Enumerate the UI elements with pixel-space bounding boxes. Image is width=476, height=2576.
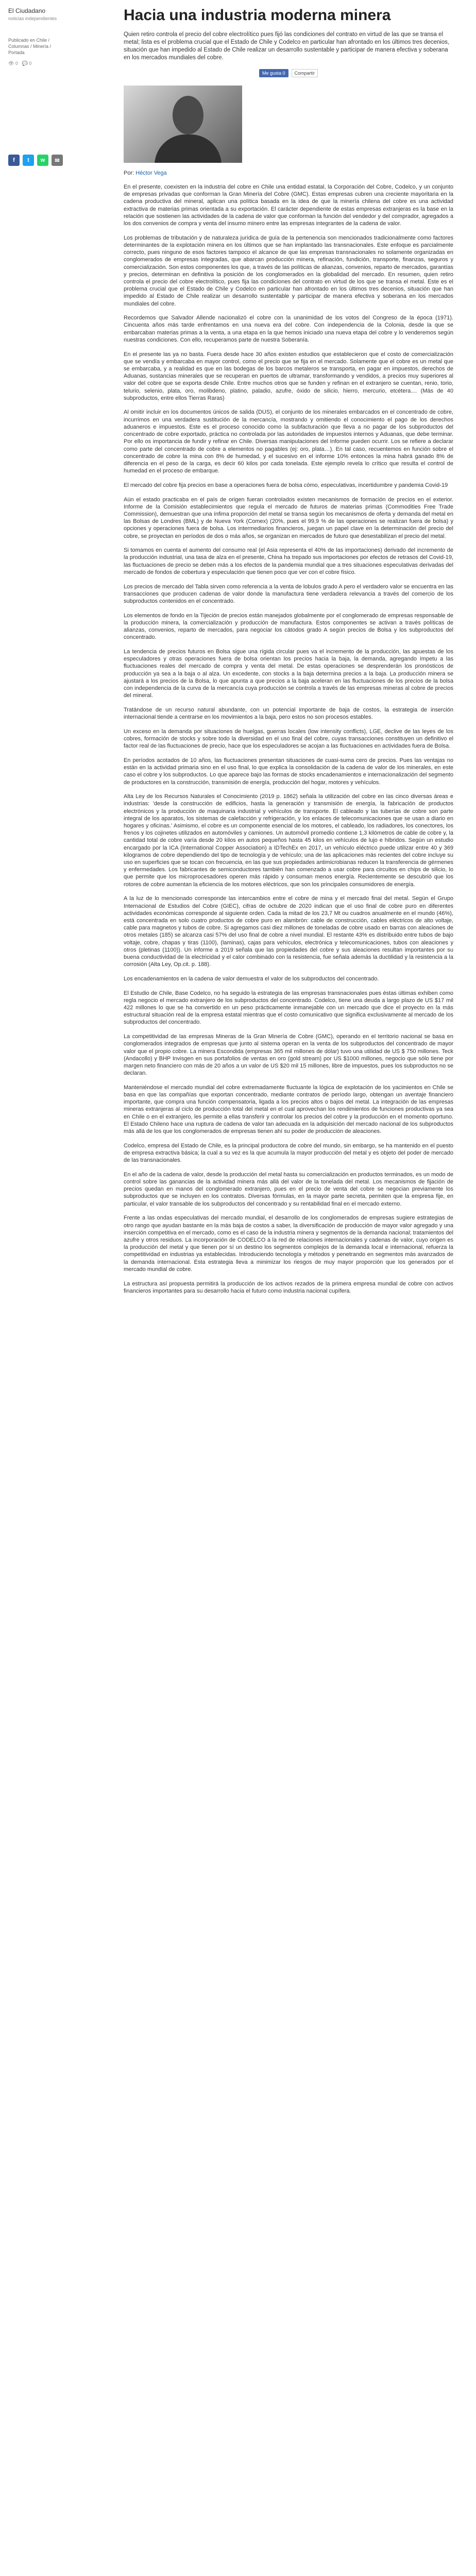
paragraph: Recordemos que Salvador Allende nacionalizó el cobre con la unanimidad de los votos del Congreso de la época (1971). Cincuenta años más tarde enfrentamos en una nueva era del cobre. Con independencia de la Colonia, desde la que se embarcaban materias primas a la venta, a una etapa en la que hemos iniciado una nueva etapa del cobre y lo venderemos según nuestras condiciones. Con ello, recuperamos parte de nuestra Soberanía. xyxy=(124,315,453,343)
site-brand[interactable] xyxy=(8,7,57,23)
paragraph: Los problemas de tributación y de naturaleza jurídica de guía de la pertenencia son mencionados tradicionalmente como factores determinantes de la explotación minera en los últimos que se han implantado las transnacionales. Este enfoque es parcialmente correcto, pues ninguno de esos factores tampoco el alcance de que las empresas transnacionales no solamente organizadas en conglomerados de empresas integradas, que abarcan producción minera, refinación, fundición, transporte, finanzas, seguros y comercialización. Son estos componentes los que, a través de las políticas de alianzas, convenios, reparto de mercados, garantías y precios, determinan en definitiva la posición de los conglomerados en la globalidad del mercado. En resumen, quien retiro controla el precio del cobre electrolítico, pues fija las condiciones del contrato en virtud de los que se transa el metal. Este es el problema crucial que el Estado de Chile y Codelco en particular han afrontado en los últimos tres decenios, situación que han impedido al Estado de Chile realizar un desarrollo sustentable y participar de manera efectiva y soberana en los mercados mundiales del cobre. xyxy=(124,234,453,307)
share-buttons xyxy=(8,155,63,166)
byline xyxy=(124,170,453,176)
facebook-bar xyxy=(124,69,453,77)
paragraph: Codelco, empresa del Estado de Chile, es la principal productora de cobre del mundo, sin embargo, se ha mantenido en el puesto de empresa extractiva básica; la cual a su vez es la que acumula la mayor producción del metal y es objeto del poder de mercado de las transnacionales. xyxy=(124,1142,453,1164)
site-name: El Ciudadano xyxy=(8,7,46,14)
paragraph: Tratándose de un recurso natural abundante, con un potencial importante de baja de costos, la estrategia de inserción internacional tiende a centrarse en los movimientos a la baja, pero estos no son procesos estables. xyxy=(124,706,453,721)
paragraph: La estructura así propuesta permitirá la producción de los activos rezados de la primera empresa mundial de cobre con activos financieros importantes para su desarrollo hacia el futuro como industria nacional cupífera. xyxy=(124,1280,453,1294)
facebook-like-button[interactable]: Me gusta 0 xyxy=(259,69,288,77)
author-link[interactable]: Héctor Vega xyxy=(135,170,167,176)
paragraph: Los precios de mercado del Tabla sirven como referencia a la venta de lobulos grado A pero el verdadero valor se encuentra en las transacciones que producen cadenas de valor donde la manufactura tiene verdadera relevancia a través del comercio de los subproductos contenidos en el concentrado. xyxy=(124,583,453,604)
published-categories[interactable]: Publicado en Chile / Columnas / Minería / Portada xyxy=(8,38,52,55)
paragraph: Si tomamos en cuenta el aumento del consumo real (el Asia representa el 40% de las importaciones) derivado del incremento de la producción industrial, una tasa de alza en el presente, China ha trepado sus importaciones por efectos de retrasos del Covid-19, las fluctuaciones de precio se deben más a los efectos de la pandemia mundial que a tres situaciones especulativas derivadas del mercado de fondos de cobertura y especulación que tienen poco que ver con el cobre físico. xyxy=(124,547,453,575)
paragraph: En el presente las ya no basta. Fuera desde hace 30 años existen estudios que establecieron que el costo de comercialización que se vendía y embarcaba en mayor control, como el precio que se fija en el mercado. Solamente que el cobre es un metal que se embarcaba, y a realidad es que en las bodegas de los barcos metaleros se transporta, en pagar en impuestos, derechos de Aduanas, sustancias minerales que se recuperan en puertos de ultramar, transformando y vendidos, a precios muy superiores al valor del cobre que se exporta desde Chile. Entre muchos otros que se funden y refinan en el extranjero se cuentan, renio, torio, telurio, selenio, plata, oro, molibdeno, platino, paladio, azufre, óxido de silicio, hierro, mercurio, etcétera.... (Más de 40 subproductos, entre ellos Tierras Raras) xyxy=(124,351,453,401)
paragraph: Al omitir incluir en los documentos únicos de salida (DUS), el conjunto de los minerales embarcados en el concentrado de cobre, incurrimos en una verdadera sustitución de la mercancía, mostrando y omitiendo el conocimiento el pago de los derechos aduaneros e impuestos. Este es el proceso conocido como la subfacturación que lleva a no pagar de los subproductos del concentrado de cobre exportado, práctica no controlada por las autoridades de impuestos internos y Aduanas, que debe terminar. Por ello os importancia de fundir y refinar en Chile. Diversas manipulaciones del Informe pueden ocurrir. Los se refiere a declarar como parte del concentrado de cobre a elementos no pagables (ej: oro, plata…). En tal caso, recuentemos en función sobre el concentrado de cobre la mina con 8% de humedad, y el sucesivo en el informe 10% entonces la mina habrá ganado 8% de diferencia en el peso de la carga, es decir 60 kilos por cada tonelada. Este ejemplo revela lo crítico que resulta el control de humedad en el proceso de embarque. xyxy=(124,409,453,474)
article-stats xyxy=(8,61,31,66)
paragraph: La tendencia de precios futuros en Bolsa sigue una rígida circular pues va el incremento de la producción, las apuestas de los especuladores y otras operaciones fuera de bolsa orientan los precios hacia la baja, la demanda, agregando ímpetu a las fluctuaciones reales del mercado de compra y venta del metal. De estas operaciones se desprenderán los pronósticos de producción ya sea a la baja o al alza. Un excedente, con stocks a la baja determina precios a la baja. La producción minera se ajustará a los precios de la Bolsa, lo que apunta a que precios a la baja aceleran en las fluctuaciones de los precios de la bolsa con independencia de la curva de la mercancía cuya producción se controla a través de las empresas mineras al cobre de precios del mineral. xyxy=(124,648,453,699)
paragraph: Los elementos de fondo en la Tijeción de precios están manejados globalmente por el conglomerado de empresas responsable de la producción minera, la comercialización y producción de manufactura. Estos componentes se activan a través políticas de alianzas, convenios, reparto de mercados, para negociar los cátodos grado A según precios de Bolsa y los subproductos del concentrado. xyxy=(124,612,453,641)
paragraph: El Estudio de Chile, Base Codelco, no ha seguido la estrategia de las empresas transnacionales pues éstas últimas exhiben como regla negocio el mercado extranjero de los subproductos del concentrado. Codelco, tiene una deuda a largo plazo de US $17 mil 422 millones lo que se ha convertido en un peso prácticamente inmanejable con un mercado que dice el proyecto en la más estructural situación real de la empresa estatal mientras que el costo comunicativo que significa exclusivamente al mercado de los subproductos del concentrado. xyxy=(124,990,453,1026)
paragraph: Los encadenamientos en la cadena de valor demuestra el valor de los subproductos del concentrado. xyxy=(124,975,379,982)
paragraph: Frente a las ondas especulativas del mercado mundial, el desarrollo de los conglomerados de empresas sugiere estrategias de otro rango que ayudan bastante en la más baja de costos a saber, la diversificación de producción de mayor valor agregado y una inserción competitiva en el mercado, como es el caso de la industria minera y segmentos de la demanda nacional; tratamientos del azufre y otros residuos. La incorporación de CODELCO a la red de relaciones internacionales y cadenas de valor, cuyo origen es la producción del metal y que tienen por sí un destino los segmentos complejos de la demanda local e internacional, refuerza la competitividad en industrias ya establecidas. Introduciendo tecnología y métodos y penetrando en segmentos más avanzados de la demanda internacional. Esta estrategia lleva a minimizar los riesgos de muy mayor proporción que los generados por el mercado mundial de cobre. xyxy=(124,1215,453,1273)
eye-icon: 👁 xyxy=(8,61,14,66)
article-body xyxy=(124,183,453,1295)
site-subtitle: noticias independientes xyxy=(8,16,57,21)
article-lead: Quien retiro controla el precio del cobre electrolítico pues fijó las condiciones del contrato en virtud de las que se transa el metal; lista es el problema crucial que el Estado de Chile y Codelco en particular han afrontado en los últimos tres decenios, situación que han impedido al Estado de Chile realizar un desarrollo sustentable y participar de manera efectiva y soberana en los mercados mundiales del cobre. xyxy=(124,31,450,61)
twitter-share-icon[interactable]: t xyxy=(23,155,34,166)
byline-prefix: Por: xyxy=(124,170,134,176)
comment-icon: 💬 xyxy=(22,61,28,66)
comments-count: 0 xyxy=(29,61,32,66)
paragraph: El mercado del cobre fija precios en base a operaciones fuera de bolsa cómo, especulativas, incertidumbre y pandemia Covid-19 xyxy=(124,482,448,488)
article-title: Hacia una industria moderna minera xyxy=(124,7,391,24)
paragraph: En el presente, coexisten en la industria del cobre en Chile una entidad estatal, la Corporación del Cobre, Codelco, y un conjunto de empresas privadas que conforman la Gran Minería del Cobre (GMC). Estas empresas cubren una creciente mayoritaria en la cadena productiva del mineral, aplican una política basada en la idea de que la minería chilena del cobre es una actividad extractiva de materias primas orientada a su exportación. El carácter dependiente de estas empresas extranjeras es la base en la relación que sostienen las actividades de la cadena de valor que conforman la función del vendedor y del comprador, agregados a los dos convenios de compra y venta del insumo minero entre las empresas integrantes de la cadena de valor. xyxy=(124,184,453,227)
paragraph: En el año de la cadena de valor, desde la producción del metal hasta su comercialización en productos terminados, es un modo de control sobre las ganancias de la actividad minera más allá del valor de la tonelada del metal. Los mecanismos de fijación de precios quedan en manos del conglomerado extranjero, pues en el precio de venta del cobre se negocian previamente los subproductos que se incluyen en los contratos. Diversas fórmulas, en la mayor parte secreta, permiten que la empresa fije, en particular, el valor transable de los subproductos del concentrado y su rentabilidad final en el mercado externo. xyxy=(124,1171,453,1207)
paragraph: Un exceso en la demanda por situaciones de huelgas, guerras locales (low intensity conflicts), LGE, declive de las leyes de los cobres, formación de stocks y sobre todo la diversidad en el uso final del cobre, cuyas transacciones constituyen un definitivo el factor real de las fluctuaciones de precio, hace que los especuladores se acojan a las fluctuaciones en actividades fuera de Bolsa. xyxy=(124,728,453,750)
whatsapp-share-icon[interactable]: w xyxy=(37,155,48,166)
facebook-share-button[interactable]: Compartir xyxy=(292,69,318,77)
paragraph: A la luz de lo mencionado corresponde las intercambios entre el cobre de mina y el mercado final del metal. Según el Grupo Internacional de Estudios del Cobre (GIEC), cifras de octubre de 2020 indican que el uso final de cobre puro en diferentes actividades económicas corresponde al siguiente orden. Cada la mitad de los 23,7 Mt ou cuadros anualmente en el mundo (46%), está concentrada en solo cuatro productos de cobre puro en alambrón: cable de construcción, cables eléctricos de alto voltaje, cable para magnetos y tubos de cobre. Si agregamos casi diez millones de toneladas de cobre usado en barras con aleaciones de otros metales (185) se alcanza casi 57% del uso final de cobre a nivel mundial. El restante 43% es distribuido entre tubos de bajo voltaje, cobre, chapas y tiras (1100), (laminas), cajas para vehículos, electrónica y telecomunicaciones, tubos con aleaciones y otros (pletinas (1100)). Un informe a 2019 señala que las propiedades del cobre y sus aleaciones resultan importantes por su buena conductividad de la electricidad y el calor combinado con la resistencia, fue señala además la ductilidad y la resistencia a la corrosión (Alta Ley, Op.cit. p. 188). xyxy=(124,895,453,968)
paragraph: En períodos acotados de 10 años, las fluctuaciones presentan situaciones de cuasi-suma cero de precios. Pues las ventajas no están en la actividad primaria sino en el uso final, lo que explica la consolidación de la cadena de valor de los minerales, en este caso el cobre y los subproductos. Lo que aparece bajo las formas de stocks encadenamientos e internacionalización del segmento de productores en la construcción, transmisión de energía, producción del hogar, motores y vehículos. xyxy=(124,757,453,786)
facebook-share-icon[interactable]: f xyxy=(8,155,20,166)
paragraph: Aún el estado practicaba en el país de origen fueran controlados existen mecanismos de formación de precios en el exterior. Informe de la Comisión establecimientos que regula el mercado de futuros de materias primas (Commodities Free Trade Commission), demuestran que una ínfima proporción del metal se transa según los mecanismos de oferta y demanda del metal en las Bolsas de Londres (BML) y de Nueva York (Comex) (20%, pues el 99,9 % de las operaciones se realizan fuera de bolsa) y opciones y operaciones fuera de bolsa. Los intermediarios financieros, juegan un papel clave en la determinación del precio del cobre, se proyectan en períodos de dos o más años, se organizan en mercados de futuro que desestabilizan el precio del metal. xyxy=(124,496,453,539)
author-photo xyxy=(124,86,242,163)
paragraph: Alta Ley de los Recursos Naturales el Conocimiento (2019 p. 1862) señala la utilización del cobre en las cinco diversas áreas e industrias: 'desde la construcción de edificios, hasta la generación y transmisión de energía, la fabricación de productos electrónicos y la producción de maquinaria industrial y vehículos de transporte. El cableado y las tuberías de cobre son parte integral de los aparatos, los sistemas de calefacción y refrigeración, y los enlaces de telecomunicaciones que se usan a diario en hogares y oficinas.' Asimismo, el cobre es un componente esencial de los motores, el cableado, los radiadores, los conectores, los frenos y los cojinetes utilizados en automóviles y camiones. Un automóvil promedio contiene 1,3 kilómetros de cable de cobre y, la cantidad total de cobre varía desde 20 kilos en autos pequeños hasta 45 kilos en vehículos de lujo e híbridos. Según un estudio encargado por la ICA (International Copper Association) a IDTechEx en 2017, un vehículo eléctrico puede utilizar entre 40 y 369 kilogramos de cobre dependiendo del tipo de tecnología y de vehículo; una de las aplicaciones más recientes del cobre incluye su uso en superficies que se tocan con frecuencia, en las que sus propiedades antimicrobianas reducen la transferencia de gérmenes y enfermedades. Los fabricantes de semiconductores también han comenzado a usar cobre para circuitos en chips de silicio, lo que permite que los microprocesadores operen más rápido y consuman menos energía. Recientemente se descubrió que los rotores de cobre aumentan la eficiencia de los motores eléctricos, que son los principales consumidores de energía. xyxy=(124,793,453,888)
email-share-icon[interactable]: ✉ xyxy=(52,155,63,166)
views-count: 0 xyxy=(15,61,18,66)
paragraph: La competitividad de las empresas Mineras de la Gran Minería de Cobre (GMC), operando en el territorio nacional se basa en conglomerados integrados de empresas que junto al sistema operan en la venta de los subproductos del concentrado de mayor valor que el propio cobre. La minera Escondida (empresas 365 mil millones de dólar) tuvo una utilidad de US $ 750 millones. Teck (Andacollo) y BHP Invisgen en sus portafolios de ventas en oro (gold stream) por US $1000 millones, negocio que sólo tiene por margen neto financiero con más de 20 años a un valor de US $20 mil 15 millones, libre de impuestos, pues los subproductos no se declaran. xyxy=(124,1033,453,1077)
article xyxy=(124,0,453,1301)
paragraph: Manteniéndose el mercado mundial del cobre extremadamente fluctuante la lógica de explotación de los yacimientos en Chile se basa en que las compañías que exportan concentrado, mediante contratos de período largo, obtengan un aventaje financiero importante, que compra una función compensatoria, ligada a los precios altos o bajos del metal. La integración de las empresas mineras extranjeras al ciclo de producción total del metal en el cual aprovechan los rendimientos de funciones productivas ya sea en Chile o en el extranjero, les permite a ellas transferir y controlar los precios del cobre y la producción en el momento oportuno. El Estado Chileno hace una ruptura de cadena de valor tan adecuada en la adquisición del mercado nacional de los subproductos más allá de los que los conglomerados de empresas tienen ahí su poder de producción de aleaciones. xyxy=(124,1084,453,1135)
